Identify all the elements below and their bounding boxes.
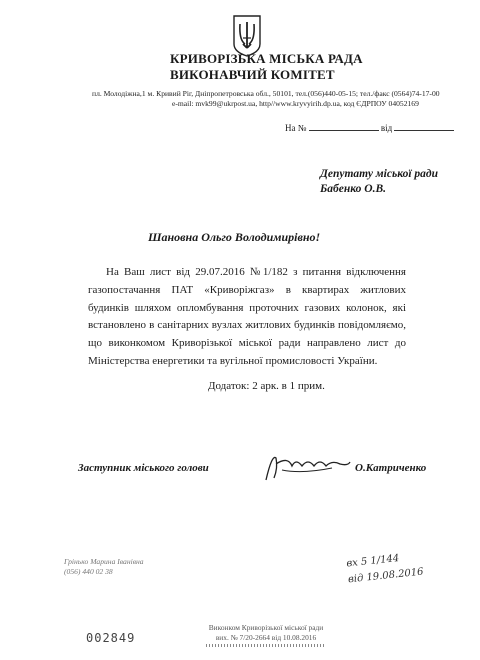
signatory-title: Заступник міського голови [78, 462, 209, 474]
stamp-line2: вих. № 7/20-2664 від 10.08.2016 [215, 632, 317, 642]
reference-line [285, 122, 454, 133]
letter-body: На Ваш лист від 29.07.2016 №1/182 з питання відключення газопостачання ПАТ «Криворіжгаз» в квартирах житлових будинків шляхом опломбування проточних газових колонок, які встановлено в санітарних вузлах житлових будинків повідомляємо, що виконкомом Криворізької міської ради направлено лист до Міністерства енергетики та вугільної промисловості України. [88, 266, 406, 367]
handwritten-incoming-note [345, 548, 435, 586]
address-line: пл. Молодіжна,1 м. Кривий Ріг, Дніпропетровська обл., 50101, тел.(056)440-05-15; тел./факс (0564)74-17-00 [92, 89, 440, 98]
recipient-name: Бабенко О.В. [320, 183, 387, 195]
salutation: Шановна Ольго Володимирівно! [148, 230, 321, 244]
organization-name: КРИВОРІЗЬКА МІСЬКА РАДА [170, 51, 363, 66]
reference-from-label: від [380, 123, 393, 133]
recipient-title: Депутату міської ради [320, 168, 439, 180]
document-number: 002849 [86, 631, 136, 645]
reference-date-blank [394, 122, 454, 131]
organization-subtitle: ВИКОНАВЧИЙ КОМІТЕТ [170, 67, 335, 82]
executor-phone: (056) 440 02 38 [64, 567, 113, 576]
executor-info [64, 557, 144, 577]
reference-on-label: На № [285, 123, 307, 133]
signatory-name: О.Катриченко [355, 462, 427, 474]
appendix-note: Додаток: 2 арк. в 1 прим. [208, 380, 325, 392]
handnote-line1: вх 5 1/144 [345, 553, 400, 570]
registration-stamp [206, 623, 326, 647]
recipient-block [320, 167, 438, 197]
executor-name: Грінько Марина Іванівна [64, 557, 144, 566]
barcode-strip [206, 644, 326, 647]
handwritten-signature [262, 448, 354, 488]
stamp-line1: Виконком Криворізької міської ради [208, 623, 324, 632]
reference-number-blank [309, 122, 379, 131]
handnote-line2: від 19.08.2016 [347, 566, 425, 586]
contact-line: e-mail: mvk99@ukrpost.ua, http//www.kryvyirih.dp.ua, код ЄДРПОУ 04052169 [172, 99, 419, 108]
